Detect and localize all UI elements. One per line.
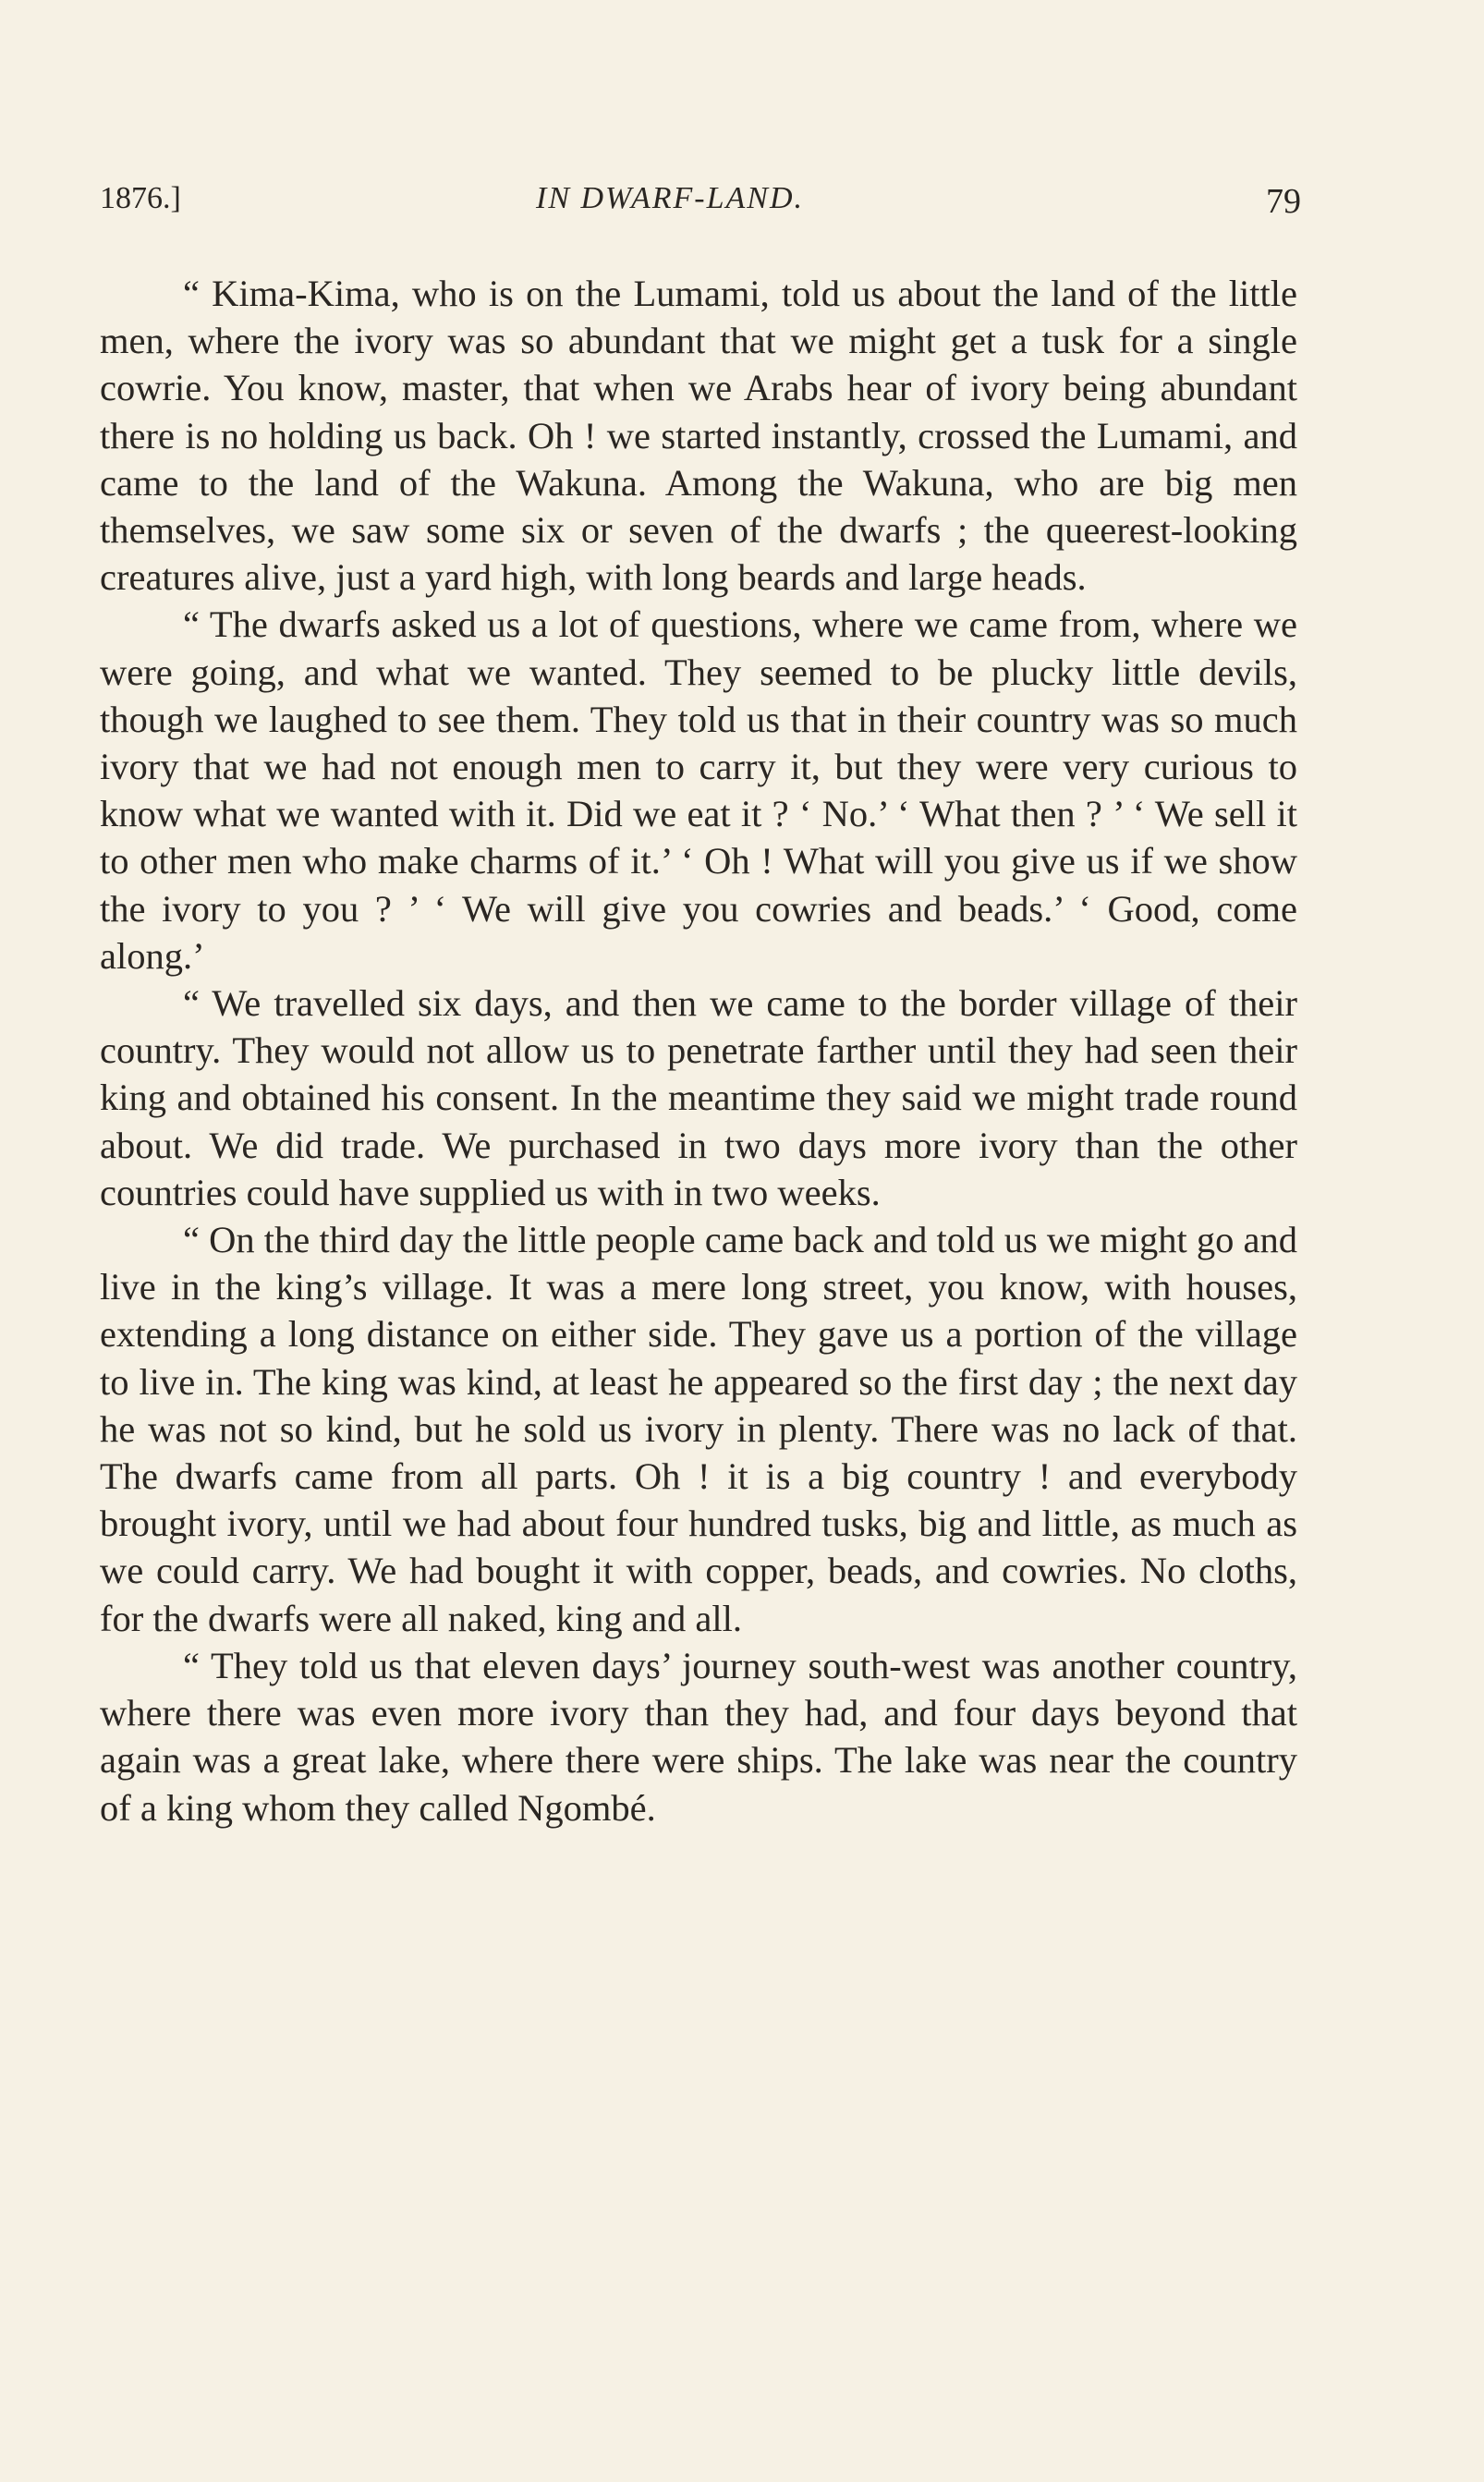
body-text bbox=[100, 270, 1297, 1831]
header-title: IN DWARF-LAND. bbox=[536, 181, 805, 215]
page-number: 79 bbox=[1266, 182, 1301, 221]
paragraph: “ We travelled six days, and then we came to the border village of their country. They would not allow us to penetrate farther until they had seen their king and obtained his consent. In the meantime they said we might trade round about. We did trade. We purchased in two days more ivory than the other countries could have supplied us with in two weeks. bbox=[100, 982, 1297, 1213]
header-year: 1876.] bbox=[100, 181, 181, 215]
paragraph: “ On the third day the little people came back and told us we might go and live in the king’s village. It was a mere long street, you know, with houses, extending a long distance on either side. They gave us a portion of the village to live in. The king was kind, at least he appeared so the first day ; the next day he was not so kind, but he sold us ivory in plenty. There was no lack of that. The dwarfs came from all parts. Oh ! it is a big country ! and everybody brought ivory, until we had about four hundred tusks, big and little, as much as we could carry. We had bought it with copper, beads, and cowries. No cloths, for the dwarfs were all naked, king and all. bbox=[100, 1219, 1297, 1639]
paragraph: “ Kima-Kima, who is on the Lumami, told us about the land of the little men, where the ivory was so abundant that we might get a tusk for a single cowrie. You know, master, that when we Arabs hear of ivory being abundant there is no holding us back. Oh ! we started instantly, crossed the Lumami, and came to the land of the Wakuna. Among the Wakuna, who are big men themselves, we saw some six or seven of the dwarfs ; the queerest-looking creatures alive, just a yard high, with long beards and large heads. bbox=[100, 273, 1297, 599]
paragraph: “ The dwarfs asked us a lot of questions, where we came from, where we were going, and what we wanted. They seemed to be plucky little devils, though we laughed to see them. They told us that in their country was so much ivory that we had not enough men to carry it, but they were very curious to know what we wanted with it. Did we eat it ? ‘ No.’ ‘ What then ? ’ ‘ We sell it to other men who make charms of it.’ ‘ Oh ! What will you give us if we show the ivory to you ? ’ ‘ We will give you cowries and beads.’ ‘ Good, come along.’ bbox=[100, 603, 1297, 977]
paragraph: “ They told us that eleven days’ journey south-west was another country, where there was even more ivory than they had, and four days beyond that again was a great lake, where there were ships. The lake was near the country of a king whom they called Ngombé. bbox=[100, 1644, 1297, 1829]
running-head bbox=[100, 181, 1301, 227]
